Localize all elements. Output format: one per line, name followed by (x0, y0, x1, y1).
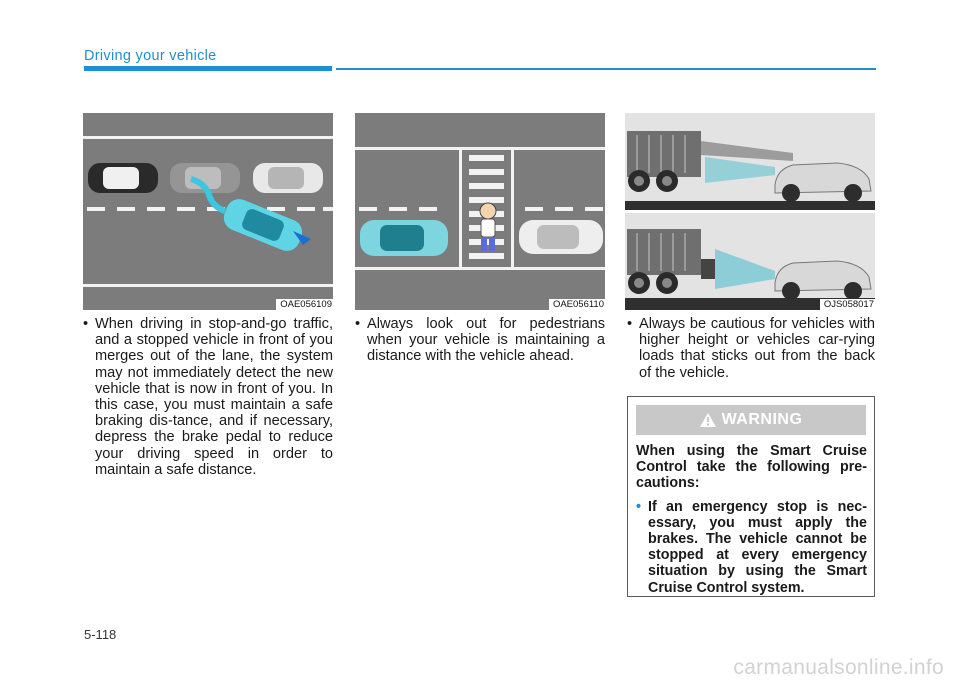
lane-merge-illustration (83, 113, 333, 310)
warning-body (628, 435, 874, 596)
warning-triangle-icon (700, 413, 716, 427)
truck-load-illustration (625, 113, 875, 310)
paragraph-stop-and-go (83, 316, 333, 478)
page-number: 5-118 (84, 627, 117, 642)
bullet: • (627, 316, 633, 332)
warning-box (627, 396, 875, 597)
warning-intro: When using the Smart Cruise Control take the following pre-cautions: (636, 443, 867, 492)
paragraph-pedestrians (355, 316, 605, 365)
warning-item-text: If an emergency stop is nec-essary, you must apply the brakes. The vehicle cannot be stopped at every emergency situation by using the Smart Cruise Control system. (648, 498, 867, 596)
figure-code: OJS058017 (820, 299, 875, 310)
figure-truck-load (625, 113, 875, 310)
section-title: Driving your vehicle (84, 48, 217, 64)
header-rule-thick (84, 66, 332, 71)
figure-lane-merge (83, 113, 333, 310)
warning-title: WARNING (721, 411, 803, 428)
warning-header (636, 405, 866, 435)
watermark: carmanualsonline.info (733, 656, 944, 679)
figure-pedestrian-crossing (355, 113, 605, 310)
paragraph-text: Always be cautious for vehicles with higher height or vehicles car-rying loads that sticks out from the back of the vehicle. (639, 316, 875, 381)
pedestrian-crossing-illustration (355, 113, 605, 310)
warning-item (636, 499, 867, 596)
figure-code: OAE056110 (549, 299, 605, 310)
figure-code: OAE056109 (276, 299, 333, 310)
header-rule-thin (336, 68, 876, 70)
warning-bullet: • (636, 498, 642, 515)
paragraph-text: Always look out for pedestrians when your vehicle is maintaining a distance with the vehicle ahead. (367, 316, 605, 365)
paragraph-text: When driving in stop-and-go traffic, and a stopped vehicle in front of you merges out of the lane, the system may not immediately detect the new vehicle that is now in front of you. In this case, you must maintain a safe braking dis-tance, and if necessary, depress the brake pedal to reduce your driving speed in order to maintain a safe distance. (95, 316, 333, 478)
paragraph-high-vehicles (627, 316, 875, 381)
bullet: • (83, 316, 89, 332)
bullet: • (355, 316, 361, 332)
